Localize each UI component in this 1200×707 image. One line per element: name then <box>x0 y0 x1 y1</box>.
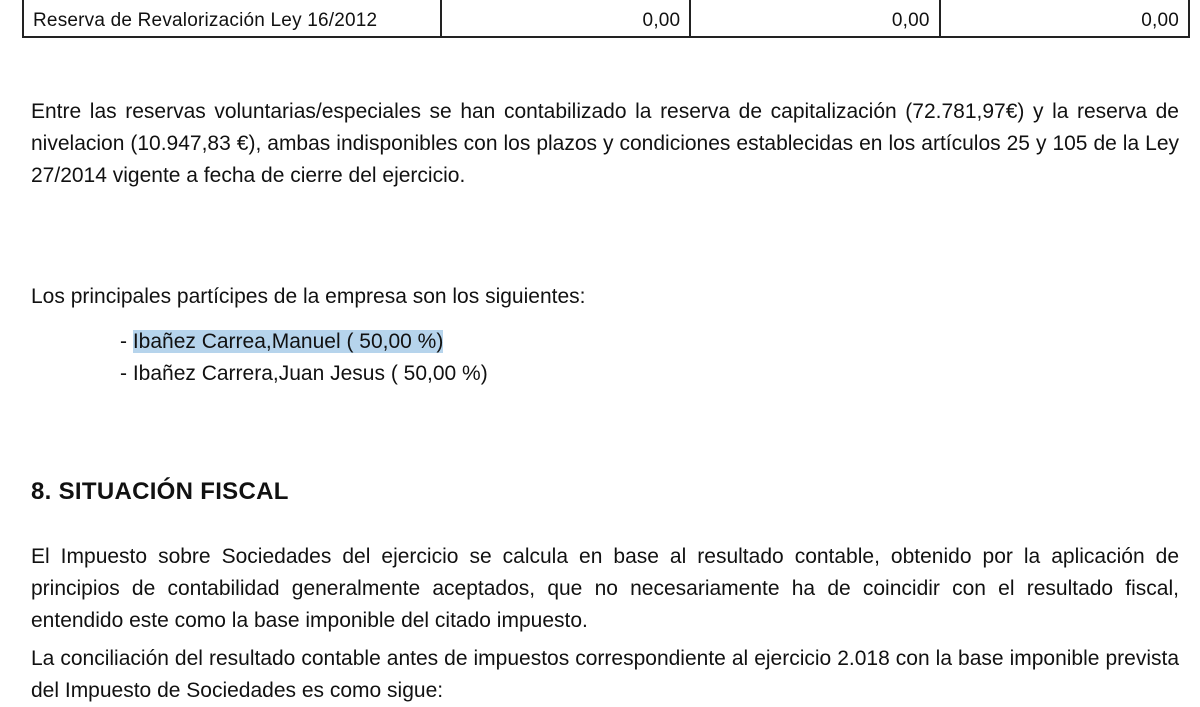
reserves-paragraph: Entre las reservas voluntarias/especiales se han contabilizado la reserva de capitalización (72.781,97€) y la reserva de nivelacion (10.947,83 €), ambas indisponibles con los plazos y condiciones establecidas en los artículos 25 y 105 de la Ley 27/2014 vigente a fecha de cierre del ejercicio. <box>31 100 1179 187</box>
list-item[interactable] <box>120 358 488 390</box>
tax-paragraph-1: El Impuesto sobre Sociedades del ejercicio se calcula en base al resultado contable, obtenido por la aplicación de principios de contabilidad generalmente aceptados, que no necesariamente ha de coincidir con el resultado fiscal, entendido este como la base imponible del citado impuesto. <box>31 545 1179 632</box>
reserve-table <box>22 0 1190 38</box>
partners-intro: Los principales partícipes de la empresa son los siguientes: <box>31 285 586 308</box>
partner-name: Ibañez Carrera,Juan Jesus <box>132 362 385 385</box>
partner-name: Ibañez Carrea,Manuel <box>132 330 341 353</box>
reserve-value-cell-3: 0,00 <box>940 0 1189 37</box>
selected-text <box>133 330 444 353</box>
section-heading: 8. SITUACIÓN FISCAL <box>31 478 289 505</box>
reserve-label-cell: Reserva de Revalorización Ley 16/2012 <box>23 0 441 37</box>
list-item[interactable] <box>120 326 488 358</box>
reserve-value-cell-1: 0,00 <box>441 0 690 37</box>
table-row <box>23 0 1189 37</box>
partner-share: ( 50,00 %) <box>346 330 444 353</box>
partner-prefix: - <box>120 330 133 353</box>
partners-list <box>120 326 488 390</box>
partner-share: ( 50,00 %) <box>390 362 488 385</box>
tax-paragraph-2: La conciliación del resultado contable antes de impuestos correspondiente al ejercicio 2.018 con la base imponible prevista del Impuesto de Sociedades es como sigue: <box>31 647 1179 702</box>
partner-prefix: - <box>120 362 133 385</box>
reserve-value-cell-2: 0,00 <box>690 0 939 37</box>
